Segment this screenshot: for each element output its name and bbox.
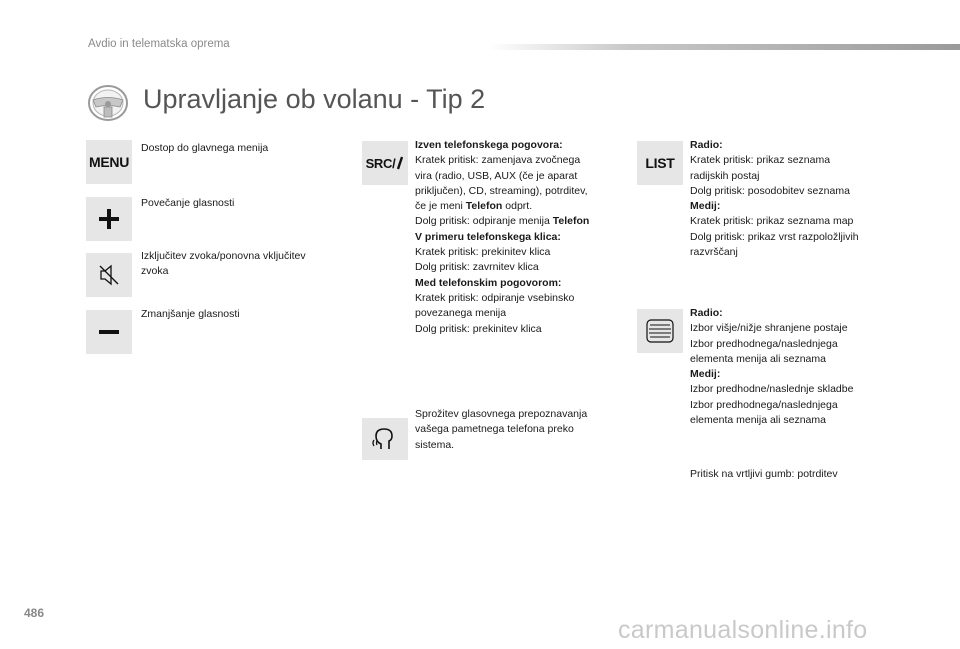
src-text: Kratek pritisk: zamenjava zvočnega (415, 154, 581, 167)
scroll-wheel-icon (645, 318, 675, 344)
menu-button-icon (86, 140, 132, 184)
list-line (690, 214, 859, 229)
src-line (415, 169, 589, 184)
src-line (415, 322, 589, 337)
list-icon-label: LIST (645, 155, 675, 171)
phone-handset-icon (395, 156, 404, 170)
src-line (415, 199, 589, 214)
volume-up-description: Povečanje glasnosti (141, 197, 235, 209)
list-text: Kratek pritisk: prikaz seznama map (690, 215, 854, 228)
src-line (415, 245, 589, 260)
src-bold-text: Med telefonskim pogovorom: (415, 276, 562, 289)
src-description (415, 138, 589, 337)
thumbwheel-text: elementa menija ali seznama (690, 414, 826, 427)
page-number: 486 (24, 606, 45, 620)
voice-line-2: vašega pametnega telefona preko (415, 423, 574, 436)
src-line (415, 230, 589, 245)
src-line (415, 291, 589, 306)
thumbwheel-line (690, 306, 853, 321)
src-bold-text: Telefon (552, 215, 590, 228)
list-line (690, 245, 859, 260)
src-text: Dolg pritisk: odpiranje menija (415, 215, 553, 228)
src-bold-text: V primeru telefonskega klica: (415, 230, 561, 243)
src-line (415, 214, 589, 229)
speaker-mute-icon (97, 263, 121, 287)
src-line (415, 184, 589, 199)
mute-line-1: Izključitev zvoka/ponovna vključitev (141, 250, 306, 262)
src-line (415, 306, 589, 321)
src-text: Kratek pritisk: odpiranje vsebinsko (415, 291, 575, 304)
src-bold-text: Telefon (465, 200, 503, 213)
thumbwheel-bold-text: Radio: (690, 307, 723, 319)
header-rule (488, 44, 960, 50)
src-text: Kratek pritisk: prekinitev klica (415, 246, 551, 259)
src-line (415, 138, 589, 153)
thumbwheel-line (690, 398, 853, 413)
src-line (415, 260, 589, 275)
volume-down-description: Zmanjšanje glasnosti (141, 308, 240, 320)
mute-line-2: zvoka (141, 265, 169, 278)
volume-down-icon (86, 310, 132, 354)
volume-up-icon (86, 197, 132, 241)
src-button-icon (362, 141, 408, 185)
list-text: Kratek pritisk: prikaz seznama (690, 154, 831, 167)
thumbwheel-text: Izbor predhodnega/naslednjega (690, 337, 838, 350)
minus-icon (98, 321, 120, 343)
src-line (415, 153, 589, 168)
list-text: razvrščanj (690, 246, 738, 259)
thumbwheel-line (690, 367, 853, 382)
plus-icon (98, 208, 120, 230)
src-line (415, 276, 589, 291)
thumbwheel-icon (637, 309, 683, 353)
src-bold-text: Izven telefonskega pogovora: (415, 139, 563, 151)
list-line (690, 230, 859, 245)
src-text: če je meni (415, 200, 466, 213)
thumbwheel-text: Izbor predhodnega/naslednjega (690, 398, 838, 411)
list-bold-text: Medij: (690, 200, 721, 213)
src-text: priključen), CD, streaming), potrditev, (415, 184, 588, 197)
thumbwheel-line (690, 382, 853, 397)
thumbwheel-line (690, 337, 853, 352)
list-text: Dolg pritisk: prikaz vrst razpoložljivih (690, 230, 859, 243)
list-line (690, 184, 859, 199)
press-description: Pritisk na vrtljivi gumb: potrditev (690, 468, 838, 480)
src-text: vira (radio, USB, AUX (če je aparat (415, 169, 578, 182)
list-description (690, 138, 859, 260)
voice-description (415, 407, 587, 453)
src-text: povezanega menija (415, 307, 507, 320)
voice-recognition-button-icon (362, 418, 408, 460)
list-text: radijskih postaj (690, 169, 760, 182)
list-bold-text: Radio: (690, 139, 723, 151)
steering-wheel-icon (87, 83, 129, 123)
thumbwheel-text: Izbor predhodne/naslednje skladbe (690, 383, 854, 396)
thumbwheel-line (690, 352, 853, 367)
thumbwheel-description (690, 306, 853, 428)
list-line (690, 169, 859, 184)
thumbwheel-text: Izbor višje/nižje shranjene postaje (690, 322, 848, 335)
src-text: Dolg pritisk: prekinitev klica (415, 322, 542, 335)
list-line (690, 138, 859, 153)
thumbwheel-line (690, 321, 853, 336)
src-icon-label: SRC/ (365, 155, 396, 171)
list-line (690, 153, 859, 168)
src-text: Dolg pritisk: zavrnitev klica (415, 261, 539, 274)
mute-icon (86, 253, 132, 297)
list-text: Dolg pritisk: posodobitev seznama (690, 184, 850, 197)
mute-description (141, 249, 306, 280)
page-title: Upravljanje ob volanu - Tip 2 (143, 84, 486, 114)
list-line (690, 199, 859, 214)
voice-line-3: sistema. (415, 438, 455, 451)
src-text: odprt. (502, 200, 533, 213)
watermark: carmanualsonline.info (618, 616, 868, 644)
menu-icon-label: MENU (88, 154, 130, 170)
voice-line-1: Sprožitev glasovnega prepoznavanja (415, 408, 588, 420)
thumbwheel-bold-text: Medij: (690, 368, 721, 381)
list-button-icon (637, 141, 683, 185)
section-title: Avdio in telematska oprema (88, 38, 230, 50)
thumbwheel-text: elementa menija ali seznama (690, 352, 826, 365)
voice-recognition-icon (372, 427, 398, 451)
thumbwheel-line (690, 413, 853, 428)
menu-description: Dostop do glavnega menija (141, 142, 269, 154)
